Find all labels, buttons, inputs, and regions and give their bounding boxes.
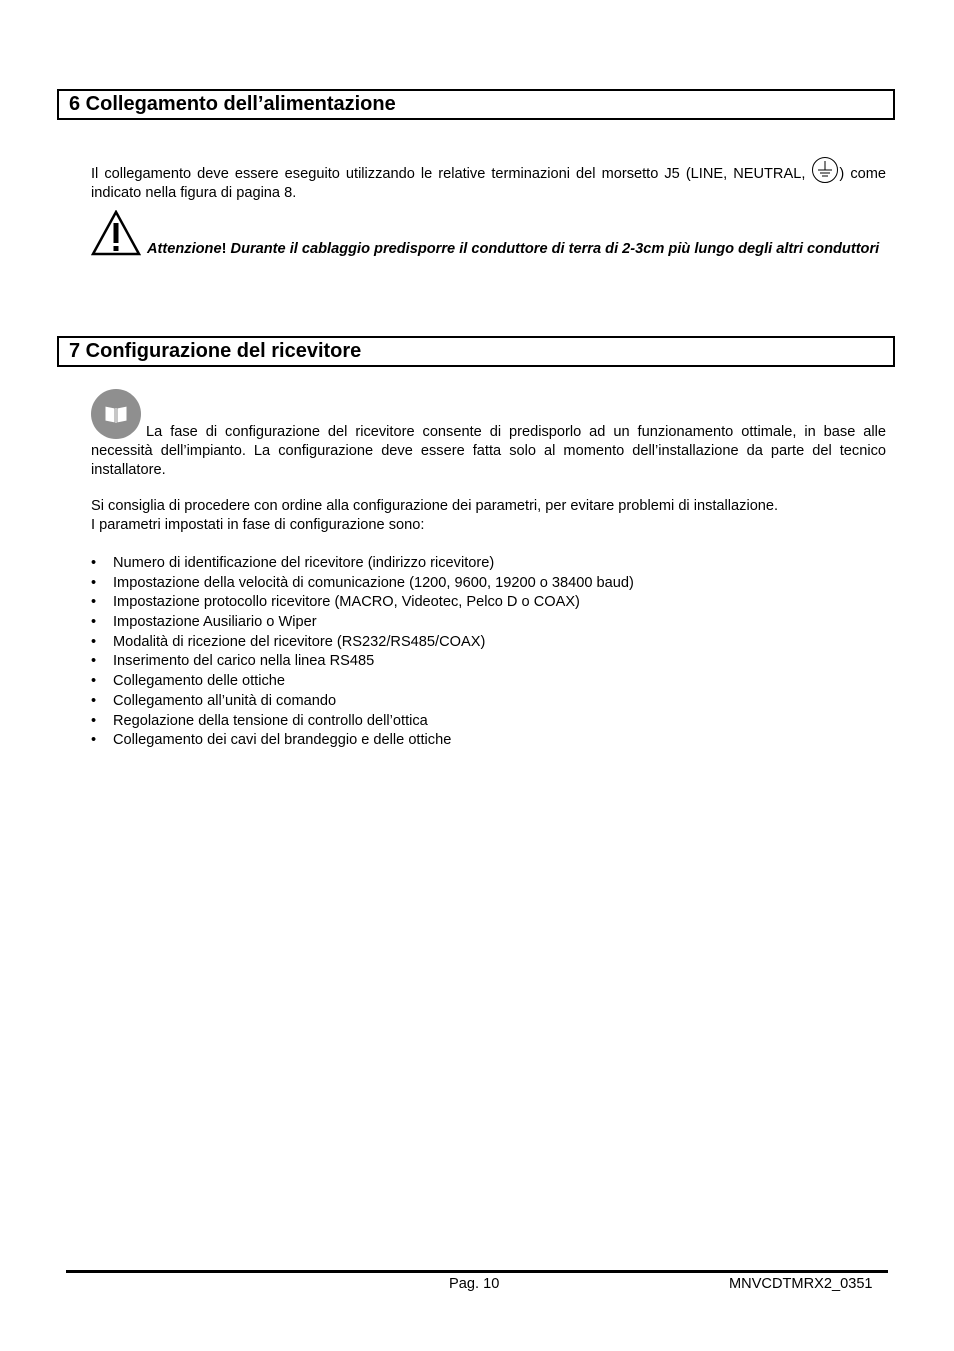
list-item: • Collegamento dei cavi del brandeggio e delle ottiche	[91, 731, 634, 751]
warning-label: Attenzione	[147, 241, 222, 257]
section-6-title: 6 Collegamento dell’alimentazione	[57, 89, 895, 120]
page-number: Pag. 10	[449, 1276, 500, 1292]
power-text-after: ) come indicato nella figura di pagina 8.	[91, 166, 887, 201]
configuration-intro-text: La fase di configurazione del ricevitore consente di predisporlo ad un funzionamento ottimale, in base alle necessità dell’impianto. La configurazione deve essere fatta solo al momento dell’installazione da parte del tecnico installatore.	[91, 424, 886, 478]
warning-text: Durante il cablaggio predisporre il conduttore di terra di 2-3cm più lungo degli altri conduttori	[226, 241, 880, 257]
list-item: • Impostazione Ausiliario o Wiper	[91, 613, 634, 633]
list-item: • Numero di identificazione del ricevitore (indirizzo ricevitore)	[91, 554, 634, 574]
ground-symbol-icon	[811, 156, 839, 184]
list-item: • Collegamento delle ottiche	[91, 672, 634, 692]
document-code: MNVCDTMRX2_0351	[729, 1276, 873, 1292]
list-item: • Impostazione protocollo ricevitore (MACRO, Videotec, Pelco D o COAX)	[91, 593, 634, 613]
list-item: • Collegamento all’unità di comando	[91, 692, 634, 712]
warning-mark: !	[221, 241, 227, 257]
warning-triangle-icon	[91, 210, 141, 256]
parameter-list	[91, 554, 634, 751]
configuration-intro	[91, 423, 886, 480]
power-connection-paragraph	[91, 156, 886, 203]
list-item: • Impostazione della velocità di comunicazione (1200, 9600, 19200 o 38400 baud)	[91, 574, 634, 594]
advice-line-2: I parametri impostati in fase di configurazione sono:	[91, 517, 425, 533]
list-item: • Modalità di ricezione del ricevitore (RS232/RS485/COAX)	[91, 633, 634, 653]
list-item: • Inserimento del carico nella linea RS485	[91, 652, 634, 672]
warning-paragraph	[91, 240, 886, 259]
power-text-before: Il collegamento deve essere eseguito utilizzando le relative terminazioni del morsetto J5 (LINE, NEUTRAL,	[91, 166, 812, 182]
configuration-advice	[91, 497, 886, 535]
advice-line-1: Si consiglia di procedere con ordine alla configurazione dei parametri, per evitare problemi di installazione.	[91, 498, 779, 514]
list-item: • Regolazione della tensione di controllo dell’ottica	[91, 712, 634, 732]
footer-divider	[66, 1270, 888, 1273]
section-7-title: 7 Configurazione del ricevitore	[57, 336, 895, 367]
